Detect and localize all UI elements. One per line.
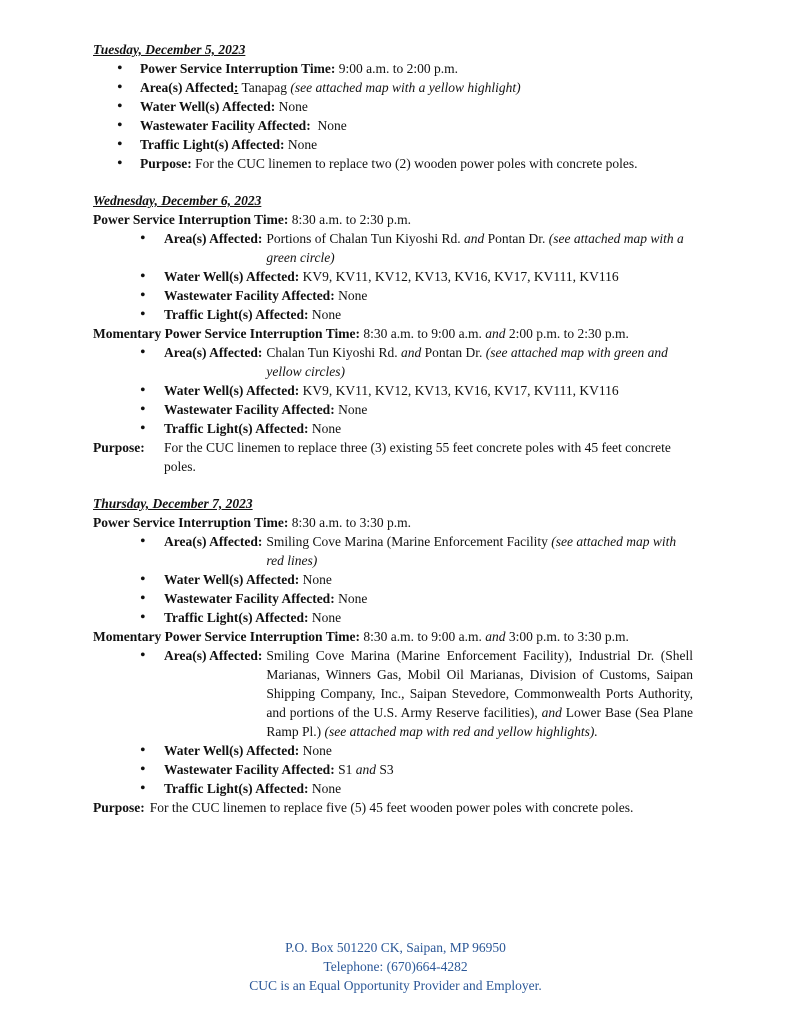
list-item: • Wastewater Facility Affected: None	[93, 400, 693, 419]
list-item: • Area(s) Affected: Tanapag (see attached map with a yellow highlight)	[93, 78, 693, 97]
footer-telephone: Telephone: (670)664-4282	[323, 959, 468, 974]
list-item: • Power Service Interruption Time: 9:00 a.m. to 2:00 p.m.	[93, 59, 693, 78]
details-list	[93, 59, 693, 173]
list-item: • Wastewater Facility Affected: None	[93, 116, 693, 135]
page-footer	[0, 938, 791, 995]
footer-address: P.O. Box 501220 CK, Saipan, MP 96950	[285, 940, 506, 955]
date-heading: Thursday, December 7, 2023	[93, 496, 253, 511]
interruption-time: Power Service Interruption Time: 8:30 a.m. to 3:30 p.m.	[93, 515, 411, 530]
momentary-interruption-time: Momentary Power Service Interruption Time: 8:30 a.m. to 9:00 a.m. and 3:00 p.m. to 3:30 p.m.	[93, 629, 629, 644]
schedule-tuesday	[93, 40, 693, 173]
list-item: • Traffic Light(s) Affected: None	[93, 419, 693, 438]
date-heading: Wednesday, December 6, 2023	[93, 193, 262, 208]
list-item: • Wastewater Facility Affected: None	[93, 286, 693, 305]
interruption-time: Power Service Interruption Time: 8:30 a.m. to 2:30 p.m.	[93, 212, 411, 227]
date-heading: Tuesday, December 5, 2023	[93, 42, 246, 57]
momentary-interruption-time: Momentary Power Service Interruption Time: 8:30 a.m. to 9:00 a.m. and 2:00 p.m. to 2:30 p.m.	[93, 326, 629, 341]
footer-equal-opportunity: CUC is an Equal Opportunity Provider and Employer.	[249, 978, 542, 993]
list-item: • Water Well(s) Affected: None	[93, 97, 693, 116]
list-item: • Traffic Light(s) Affected: None	[93, 608, 693, 627]
list-item: • Water Well(s) Affected: None	[93, 741, 693, 760]
purpose: Purpose: For the CUC linemen to replace five (5) 45 feet wooden power poles with concrete poles.	[93, 800, 634, 815]
list-item: • Area(s) Affected: Smiling Cove Marina (Marine Enforcement Facility (see attached map with red lines)	[93, 532, 693, 570]
details-list	[93, 646, 693, 798]
list-item: • Purpose: For the CUC linemen to replace two (2) wooden power poles with concrete poles.	[93, 154, 693, 173]
list-item: • Water Well(s) Affected: None	[93, 570, 693, 589]
details-list	[93, 532, 693, 627]
list-item: • Wastewater Facility Affected: None	[93, 589, 693, 608]
list-item: • Wastewater Facility Affected: S1 and S3	[93, 760, 693, 779]
list-item: • Area(s) Affected: Portions of Chalan Tun Kiyoshi Rd. and Pontan Dr. (see attached map with a green circle)	[93, 229, 693, 267]
list-item: • Traffic Light(s) Affected: None	[93, 135, 693, 154]
purpose: Purpose: For the CUC linemen to replace three (3) existing 55 feet concrete poles with 45 feet concrete poles.	[93, 440, 671, 474]
details-list	[93, 343, 693, 438]
list-item: • Water Well(s) Affected: KV9, KV11, KV12, KV13, KV16, KV17, KV111, KV116	[93, 267, 693, 286]
list-item: • Traffic Light(s) Affected: None	[93, 305, 693, 324]
document-body	[93, 40, 693, 835]
list-item: • Traffic Light(s) Affected: None	[93, 779, 693, 798]
schedule-wednesday	[93, 191, 693, 476]
list-item: • Water Well(s) Affected: KV9, KV11, KV12, KV13, KV16, KV17, KV111, KV116	[93, 381, 693, 400]
list-item: • Area(s) Affected: Smiling Cove Marina (Marine Enforcement Facility), Industrial Dr. (Shell Marianas, Winners Gas, Mobil Oil Marianas, Division of Customs, Saipan Shipping Company, Inc., Saipan Stevedore, Commonwealth Ports Authority, and portions of the U.S. Army Reserve facilities), and Lower Base (Sea Plane Ramp Pl.) (see attached map with red and yellow highlights).	[93, 646, 693, 741]
details-list	[93, 229, 693, 324]
list-item: • Area(s) Affected: Chalan Tun Kiyoshi Rd. and Pontan Dr. (see attached map with green and yellow circles)	[93, 343, 693, 381]
schedule-thursday	[93, 494, 693, 817]
